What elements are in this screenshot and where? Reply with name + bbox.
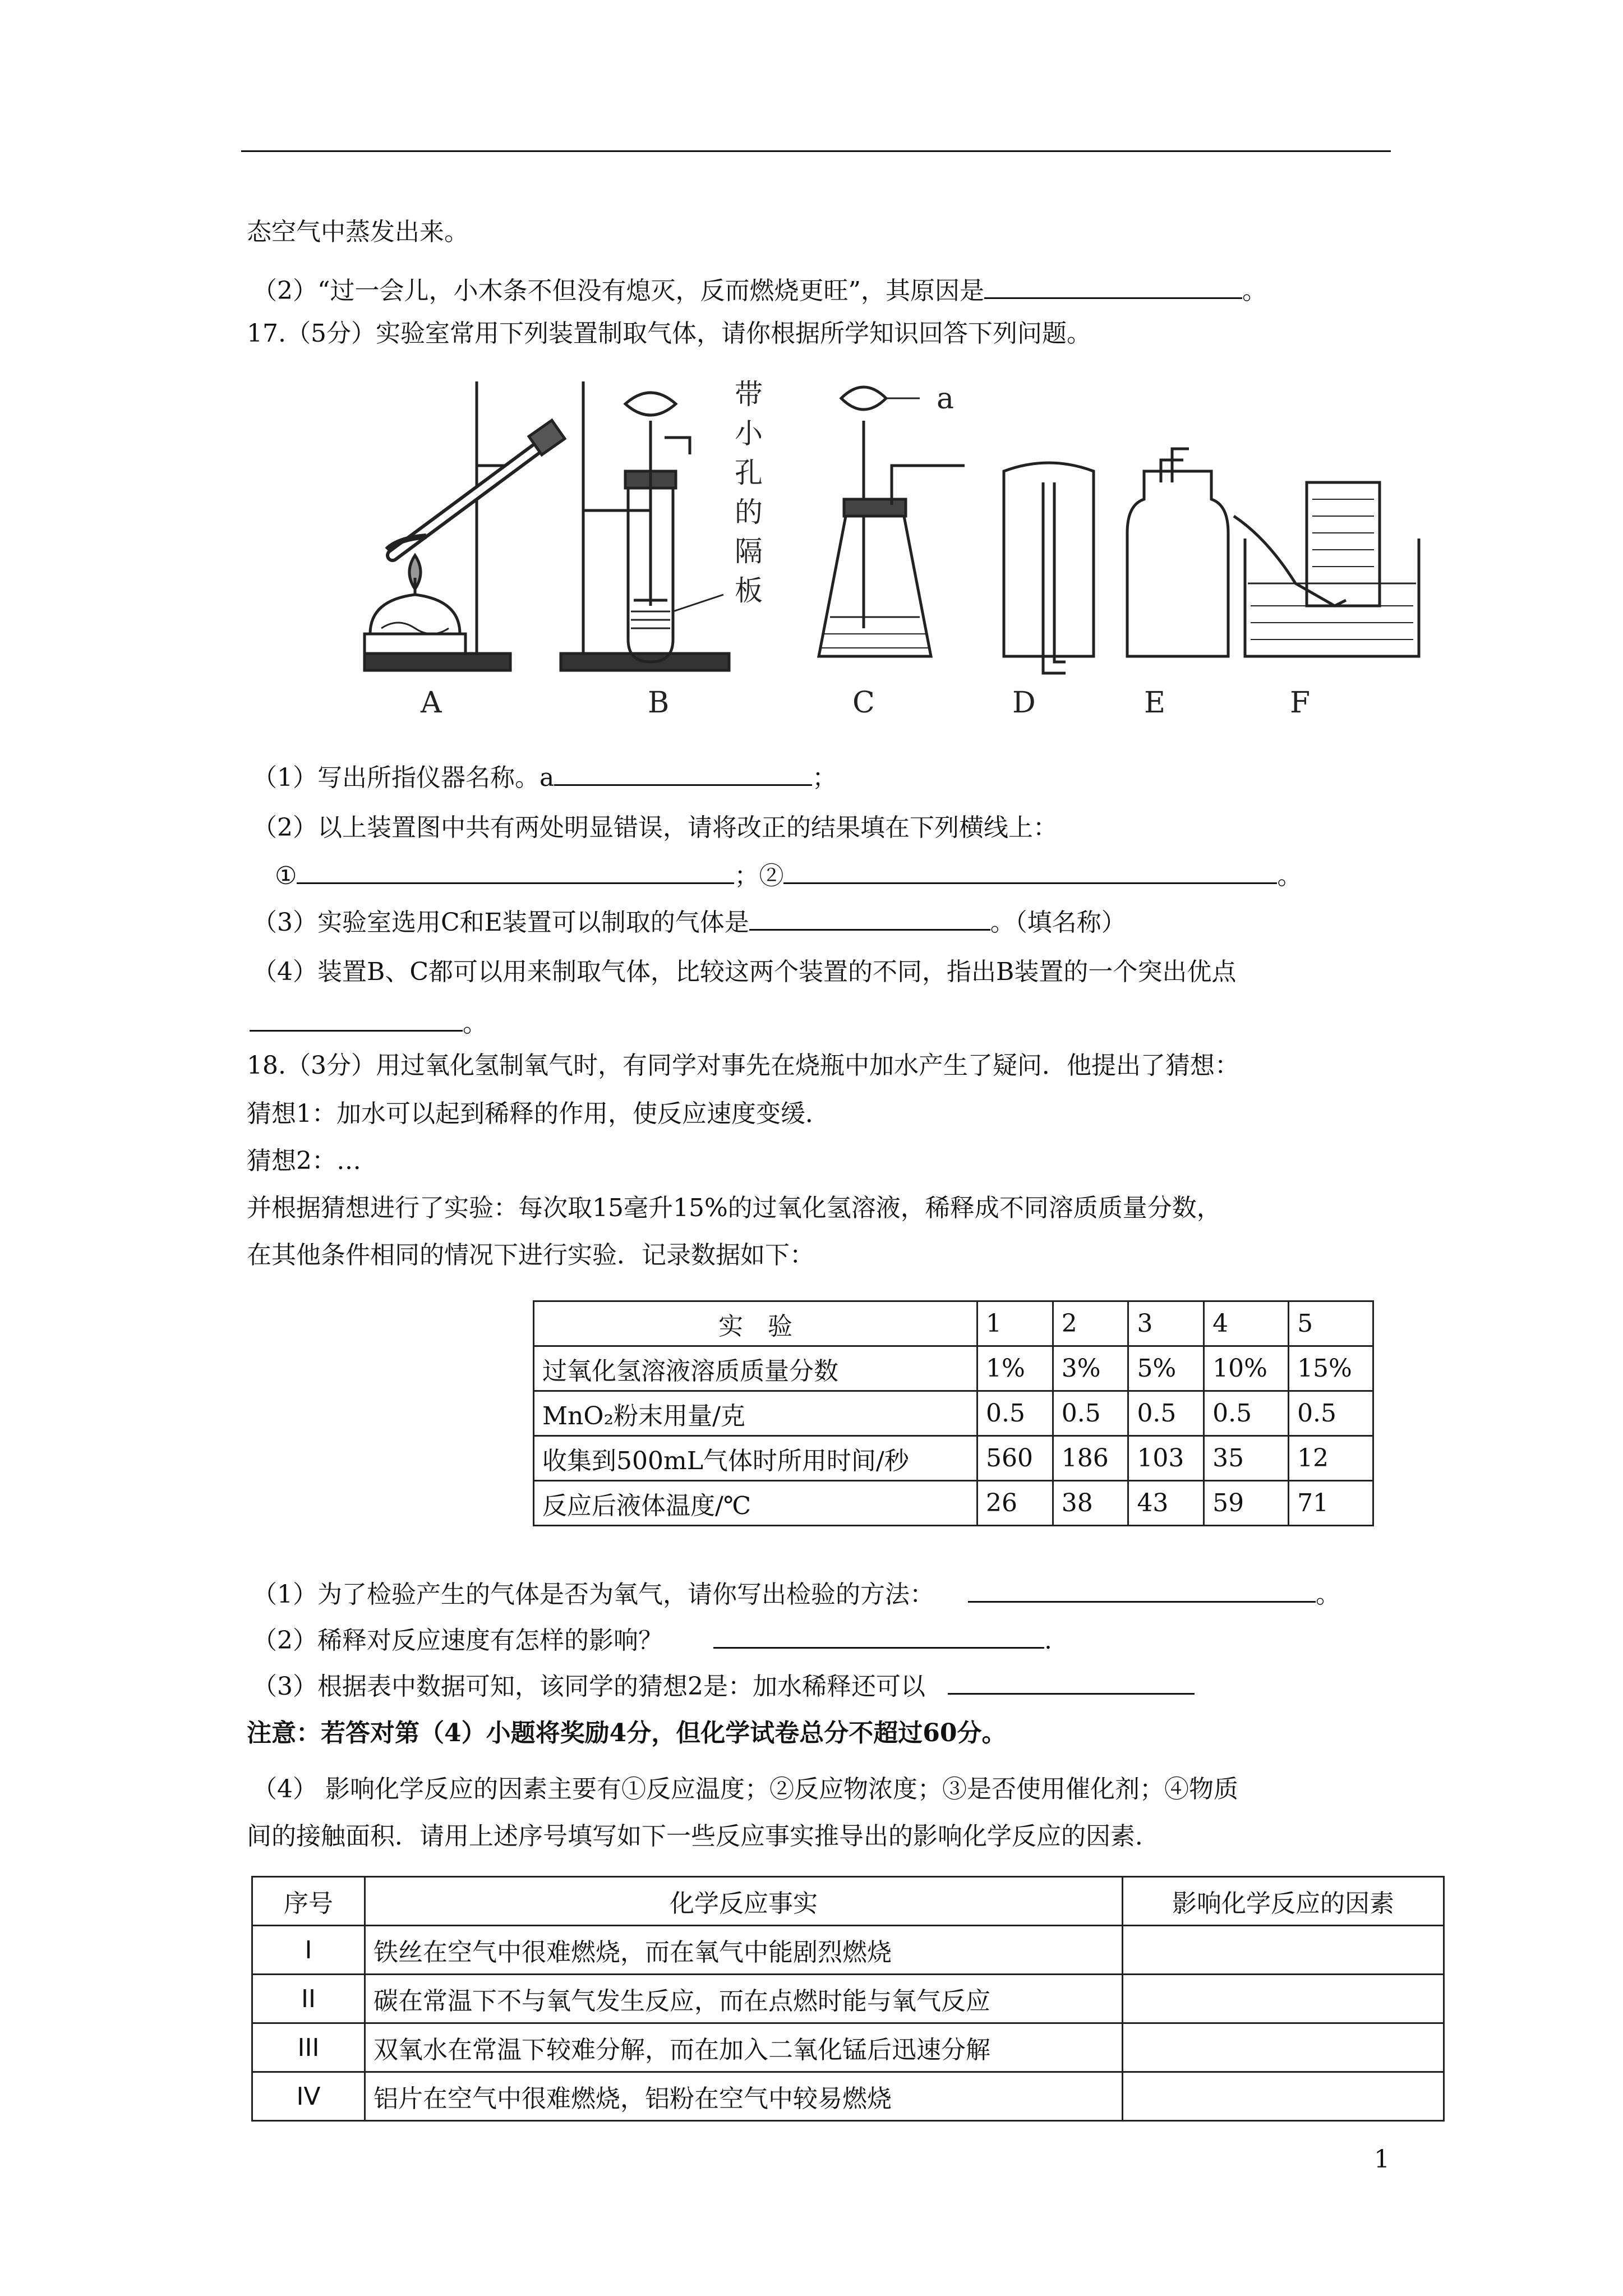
table-row	[252, 1926, 1444, 1975]
bonus-note: 注意：若答对第（4）小题将奖励4分，但化学试卷总分不超过60分。	[247, 1719, 1007, 1747]
table-cell: 铝片在空气中很难燃烧，铝粉在空气中较易燃烧	[365, 2072, 1123, 2121]
experiment-table	[533, 1300, 1374, 1526]
svg-text:孔: 孔	[735, 457, 763, 489]
answer-18-3	[252, 1667, 1195, 1704]
table-cell: 71	[1289, 1481, 1373, 1526]
apparatus-d	[1004, 463, 1094, 673]
table-row	[252, 1975, 1444, 2023]
table-row	[252, 2072, 1444, 2121]
question-18-4-line-2: 间的接触面积．请用上述序号填写如下一些反应事实推导出的影响化学反应的因素．	[247, 1822, 1160, 1851]
table-cell: 双氧水在常温下较难分解，而在加入二氧化锰后迅速分解	[365, 2023, 1123, 2072]
apparatus-a	[365, 381, 565, 670]
table-row	[534, 1436, 1373, 1481]
answer-18-1	[252, 1575, 1340, 1612]
circle-1: ①	[275, 862, 297, 890]
table-cell: 实 验	[534, 1301, 978, 1346]
table-cell: 铁丝在空气中很难燃烧，而在氧气中能剧烈燃烧	[365, 1926, 1123, 1975]
question-18-4-line-1: （4） 影响化学反应的因素主要有①反应温度；②反应物浓度；③是否使用催化剂；④物质	[252, 1775, 1238, 1803]
answer-blank[interactable]	[984, 272, 1242, 299]
apparatus-figure	[348, 370, 1424, 729]
answer-blank-a[interactable]	[554, 758, 812, 786]
table-row	[534, 1391, 1373, 1436]
table-cell: 12	[1289, 1436, 1373, 1481]
table-cell: 4	[1204, 1301, 1289, 1346]
answer-blank[interactable]	[749, 903, 990, 931]
question-text: （3）实验室选用C和E装置可以制取的气体是	[252, 908, 749, 937]
suffix: 。（填名称）	[990, 908, 1126, 937]
answer-cell[interactable]	[1123, 1926, 1444, 1975]
answer-blank[interactable]	[968, 1575, 1316, 1603]
punct: 。	[463, 1009, 487, 1038]
answer-cell[interactable]	[1123, 2023, 1444, 2072]
table-cell: MnO₂粉末用量/克	[534, 1391, 978, 1436]
answer-blank[interactable]	[250, 1004, 463, 1032]
table-cell: 5	[1289, 1301, 1373, 1346]
table-cell: 35	[1204, 1436, 1289, 1481]
label-c: C	[852, 686, 875, 720]
punct: 。	[1242, 277, 1267, 305]
table-cell: 5%	[1128, 1346, 1204, 1391]
question-text: （3）根据表中数据可知，该同学的猜想2是：加水稀释还可以	[252, 1672, 925, 1701]
table-cell: 38	[1053, 1481, 1128, 1526]
table-row	[534, 1301, 1373, 1346]
table-cell: 0.5	[1289, 1391, 1373, 1436]
plate-label	[735, 378, 763, 607]
label-d: D	[1012, 686, 1036, 720]
table-cell: 反应后液体温度/℃	[534, 1481, 978, 1526]
answer-blank-2[interactable]	[783, 857, 1277, 884]
factors-table	[251, 1876, 1445, 2122]
answer-cell[interactable]	[1123, 2072, 1444, 2121]
table-cell: 103	[1128, 1436, 1204, 1481]
answer-blank-1[interactable]	[297, 857, 734, 884]
table-cell: 影响化学反应的因素	[1123, 1877, 1444, 1926]
pointer-a: a	[937, 382, 955, 416]
table-cell: IV	[252, 2072, 365, 2121]
svg-text:带: 带	[735, 378, 763, 411]
question-17-title: 17.（5分）实验室常用下列装置制取气体，请你根据所学知识回答下列问题。	[247, 319, 1091, 348]
punct: 。	[1316, 1580, 1340, 1609]
answer-blank[interactable]	[713, 1621, 1044, 1649]
svg-text:的: 的	[735, 496, 763, 528]
table-cell: 3	[1128, 1301, 1204, 1346]
label-e: E	[1144, 686, 1165, 720]
question-16-2	[252, 272, 1267, 308]
apparatus-f	[1234, 482, 1419, 656]
punct: .	[1044, 1626, 1052, 1655]
punct: ；	[812, 763, 837, 792]
table-cell: 43	[1128, 1481, 1204, 1526]
table-cell: 过氧化氢溶液溶质质量分数	[534, 1346, 978, 1391]
table-cell: 560	[978, 1436, 1053, 1481]
table-cell: 碳在常温下不与氧气发生反应，而在点燃时能与氧气反应	[365, 1975, 1123, 2023]
experiment-line-1: 并根据猜想进行了实验：每次取15毫升15%的过氧化氢溶液，稀释成不同溶质质量分数，	[247, 1194, 1221, 1222]
table-row	[534, 1481, 1373, 1526]
svg-text:小: 小	[735, 417, 763, 450]
table-row	[252, 2023, 1444, 2072]
label-b: B	[648, 686, 670, 720]
experiment-line-2: 在其他条件相同的情况下进行实验．记录数据如下：	[247, 1241, 814, 1269]
question-17-2: （2）以上装置图中共有两处明显错误，请将改正的结果填在下列横线上：	[252, 813, 1058, 842]
table-cell: 2	[1053, 1301, 1128, 1346]
apparatus-b	[561, 381, 729, 670]
text-line: 态空气中蒸发出来。	[247, 218, 469, 246]
table-row	[534, 1346, 1373, 1391]
table-cell: III	[252, 2023, 365, 2072]
label-a: A	[421, 686, 442, 720]
answer-blank[interactable]	[948, 1667, 1195, 1695]
table-cell: 1%	[978, 1346, 1053, 1391]
table-cell: 26	[978, 1481, 1053, 1526]
table-cell: 0.5	[1128, 1391, 1204, 1436]
question-text: （1）为了检验产生的气体是否为氧气，请你写出检验的方法：	[252, 1580, 934, 1609]
table-cell: 序号	[252, 1877, 365, 1926]
label-f: F	[1290, 686, 1311, 720]
guess-2: 猜想2：…	[247, 1147, 361, 1175]
table-row	[252, 1877, 1444, 1926]
guess-1: 猜想1：加水可以起到稀释的作用，使反应速度变缓．	[247, 1099, 830, 1128]
svg-text:隔: 隔	[735, 535, 763, 568]
answer-18-2	[252, 1621, 1052, 1658]
table-cell: 3%	[1053, 1346, 1128, 1391]
table-cell: 59	[1204, 1481, 1289, 1526]
punct: 。	[1277, 862, 1302, 890]
svg-text:板: 板	[735, 574, 763, 607]
apparatus-e	[1127, 449, 1228, 656]
table-cell: 186	[1053, 1436, 1128, 1481]
table-cell: 0.5	[1053, 1391, 1128, 1436]
table-cell: 收集到500mL气体时所用时间/秒	[534, 1436, 978, 1481]
table-cell: 15%	[1289, 1346, 1373, 1391]
question-17-3	[252, 903, 1126, 940]
question-17-2-answers	[275, 857, 1302, 893]
question-17-4-answer	[250, 1004, 487, 1041]
question-18-title: 18.（3分）用过氧化氢制氧气时，有同学对事先在烧瓶中加水产生了疑问．他提出了猜想：	[247, 1051, 1239, 1080]
circle-2: ；②	[734, 862, 784, 890]
table-cell: 0.5	[1204, 1391, 1289, 1436]
table-cell: II	[252, 1975, 365, 2023]
header-rule	[241, 150, 1391, 152]
question-text: （2）稀释对反应速度有怎样的影响？	[252, 1626, 663, 1655]
question-text: （2）“过一会儿，小木条不但没有熄灭，反而燃烧更旺”，其原因是	[252, 277, 984, 305]
table-cell: 0.5	[978, 1391, 1053, 1436]
page-number: 1	[1374, 2145, 1390, 2174]
question-17-4: （4）装置B、C都可以用来制取气体，比较这两个装置的不同，指出B装置的一个突出优点	[252, 958, 1237, 986]
table-cell: I	[252, 1926, 365, 1975]
table-cell: 化学反应事实	[365, 1877, 1123, 1926]
question-text: （1）写出所指仪器名称。a	[252, 763, 555, 792]
table-cell: 10%	[1204, 1346, 1289, 1391]
question-17-1	[252, 758, 837, 795]
apparatus-c	[819, 387, 965, 656]
table-cell: 1	[978, 1301, 1053, 1346]
answer-cell[interactable]	[1123, 1975, 1444, 2023]
